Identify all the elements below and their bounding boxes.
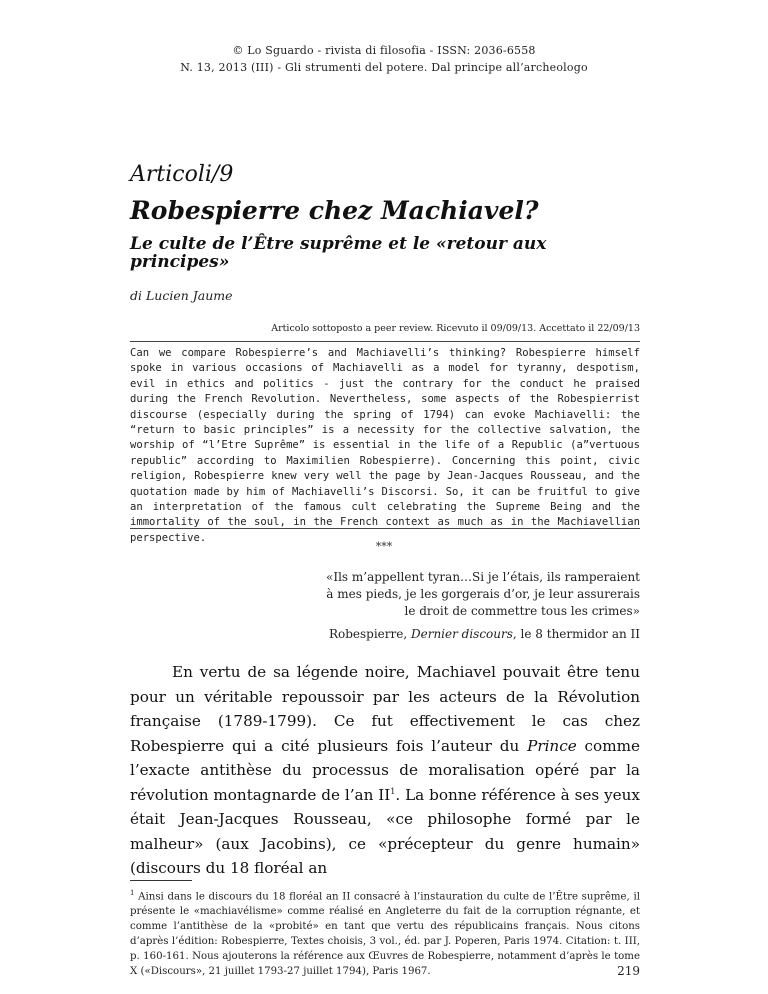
epigraph-line: le droit de commettre tous les crimes» [404, 604, 640, 618]
article-subtitle: Le culte de l’Être suprême et le «retour aux principes» [130, 234, 547, 272]
article-author: di Lucien Jaume [130, 288, 233, 303]
epigraph [280, 569, 640, 620]
paragraph-text: comme l’exacte antithèse du processus de moralisation opéré par la révolution montagnarde de l’an II [130, 736, 640, 804]
section-label: Articoli/9 [130, 162, 234, 187]
header-journal-line: © Lo Sguardo - rivista di filosofia - ISSN: 2036-6558 [232, 44, 536, 57]
attribution-author: Robespierre, [328, 627, 411, 641]
epigraph-line: «Ils m’appellent tyran…Si je l’étais, ils ramperaient [325, 570, 640, 584]
attribution-work: Dernier discours [410, 627, 513, 641]
body-text [130, 660, 640, 881]
peer-review-note: Articolo sottoposto a peer review. Ricevuto il 09/09/13. Accettato il 22/09/13 [271, 323, 640, 334]
epigraph-line: à mes pieds, je les gorgerais d’or, je leur assurerais [326, 587, 640, 601]
footnote [130, 886, 640, 979]
header-issue-line: N. 13, 2013 (III) - Gli strumenti del potere. Dal principe all’archeologo [180, 61, 588, 74]
running-header [0, 42, 768, 76]
footnote-ref[interactable]: 1 [390, 786, 396, 796]
section-separator: *** [375, 540, 393, 553]
paragraph-text: En vertu de sa légende noire, Machiavel pouvait être tenu pour un véritable repoussoir par les acteurs de la Révolution française (1789-1799). Ce fut effectivement le cas chez Robespierre qui a cité plusieurs fois l’auteur du [130, 663, 640, 755]
footnote-number: 1 [130, 889, 135, 897]
paragraph [130, 660, 640, 881]
abstract: Can we compare Robespierre’s and Machiavelli’s thinking? Robespierre himself spoke in various occasions of Machiavelli as a model for tyranny, despotism, evil in ethics and politics - just the contrary for the conduct he praised during the French Revolution. Nevertheless, some aspects of the Robespierrist discourse (especially during the spring of 1794) can evoke Machiavelli: the “return to basic principles” is a necessity for the collective salvation, the worship of “l’Etre Suprême” is essential in the life of a Republic (a”vertuous republic” according to Maximilien Robespierre). Concerning this point, civic religion, Robespierre knew very well the page by Jean-Jacques Rousseau, and the quotation made by him of Machiavelli’s Discorsi. So, it can be fruitful to give an interpretation of the famous cult celebrating the Supreme Being and the immortality of the soul, in the French context as much as in the Machiavellian perspective. [130, 347, 640, 544]
paragraph-text: . La bonne référence à ses yeux était Jean-Jacques Rousseau, «ce philosophe formé par le malheur» (aux Jacobins), ce «précepteur du genre humain» (discours du 18 floréal an [130, 785, 640, 877]
article-title: Robespierre chez Machiavel? [130, 196, 539, 225]
prince-title: Prince [527, 736, 577, 755]
footnote-text: Ainsi dans le discours du 18 floréal an II consacré à l’instauration du culte de l’Être suprême, il présente le «machiavélisme» comme réalisé en Angleterre du fait de la corruption régnante, et comme l’antithèse de la «probité» en tant que vertu des républicains français. Nous citons d’après l’édition: Robespierre, Textes choisis, 3 vol., éd. par J. Poperen, Paris 1974. Citation: t. III, p. 160-161. Nous ajouterons la référence aux Œuvres de Robespierre, notamment d’après le tome X («Discours», 21 juillet 1793-27 juillet 1794), Paris 1967. [130, 891, 640, 978]
attribution-date: , le 8 thermidor an II [512, 627, 640, 641]
abstract-top-rule [130, 341, 640, 342]
abstract-bottom-rule [130, 528, 640, 529]
footnote-rule [130, 880, 192, 881]
page-number: 219 [617, 964, 640, 978]
epigraph-attribution [329, 627, 640, 641]
